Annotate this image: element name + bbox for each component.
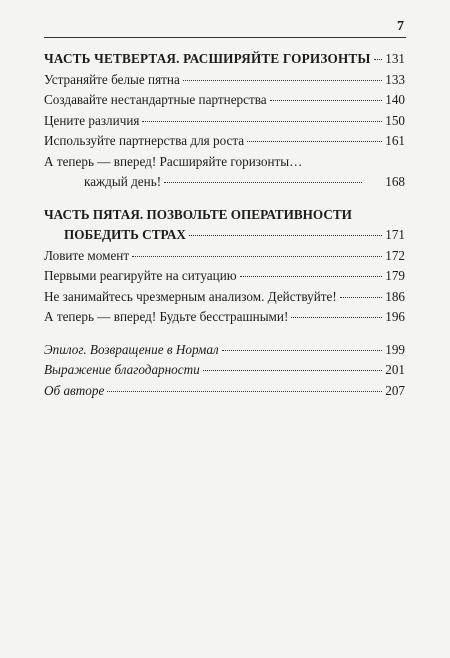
- toc-item-title: Создавайте нестандартные партнерства: [44, 92, 267, 107]
- toc-page-number: 133: [385, 71, 405, 87]
- toc-item[interactable]: [44, 307, 405, 328]
- toc-item-title: Ловите момент: [44, 247, 130, 263]
- dot-leader: [247, 141, 382, 142]
- toc-part-5[interactable]: [44, 225, 405, 246]
- toc-item-title: Устраняйте белые пятна: [44, 71, 180, 87]
- toc-page-number: 171: [385, 227, 405, 242]
- toc-page-number: 186: [385, 288, 405, 304]
- toc-item-title: Об авторе: [44, 382, 105, 398]
- toc-page-number: 150: [385, 112, 405, 128]
- dot-leader: [270, 100, 383, 101]
- dot-leader: [291, 317, 382, 318]
- toc-page-number: 161: [385, 133, 405, 148]
- dot-leader: [340, 297, 382, 298]
- toc-item-title-line2: каждый день!: [84, 174, 162, 189]
- toc-item-title: А теперь — вперед! Будьте бесстрашными!: [44, 309, 289, 324]
- toc-item-title: Цените различия: [44, 112, 140, 128]
- toc-item-title: Выражение благодарности: [44, 362, 200, 377]
- toc-backmatter-item[interactable]: [44, 360, 405, 381]
- toc-item[interactable]: [44, 131, 405, 152]
- toc-page-number: 140: [385, 92, 405, 107]
- dot-leader: [374, 59, 383, 60]
- toc-page-number: 131: [385, 51, 405, 66]
- section-gap: [44, 328, 405, 340]
- section-gap: [44, 193, 405, 205]
- dot-leader: [189, 235, 382, 236]
- toc-page-number: 196: [385, 309, 405, 324]
- table-of-contents: [44, 49, 405, 401]
- dot-leader: [107, 391, 382, 392]
- toc-item-title: Используйте партнерства для роста: [44, 133, 245, 148]
- page-number: 7: [397, 19, 404, 34]
- dot-leader: [222, 350, 383, 351]
- toc-backmatter-item[interactable]: [44, 381, 405, 402]
- toc-item-title: Эпилог. Возвращение в Нормал: [44, 341, 219, 357]
- dot-leader: [132, 256, 382, 257]
- toc-page-number: 168: [385, 174, 405, 189]
- toc-backmatter-item[interactable]: [44, 340, 405, 361]
- toc-item[interactable]: [44, 172, 405, 193]
- toc-page-number: 207: [385, 382, 405, 398]
- dot-leader: [240, 276, 383, 277]
- toc-item[interactable]: [44, 266, 405, 287]
- toc-part-title: ЧАСТЬ ЧЕТВЕРТАЯ. РАСШИРЯЙТЕ ГОРИЗОНТЫ: [44, 51, 371, 66]
- toc-page-number: 179: [385, 268, 405, 283]
- toc-item-title: Не занимайтесь чрезмерным анализом. Действуйте!: [44, 288, 337, 304]
- toc-item-title: Первыми реагируйте на ситуацию: [44, 268, 237, 283]
- toc-item-title-line1: А теперь — вперед! Расширяйте горизонты…: [44, 153, 303, 169]
- toc-item[interactable]: [44, 287, 405, 308]
- toc-item[interactable]: [44, 111, 405, 132]
- dot-leader: [203, 370, 382, 371]
- header-rule: [44, 37, 406, 38]
- toc-item[interactable]: [44, 90, 405, 111]
- dot-leader: [164, 182, 362, 183]
- toc-page-number: 172: [385, 247, 405, 263]
- toc-page-number: 199: [385, 341, 405, 357]
- toc-item[interactable]: [44, 70, 405, 91]
- toc-part-title-line1: ЧАСТЬ ПЯТАЯ. ПОЗВОЛЬТЕ ОПЕРАТИВНОСТИ: [44, 206, 352, 222]
- toc-page-number: 201: [385, 362, 405, 377]
- dot-leader: [183, 80, 382, 81]
- dot-leader: [142, 121, 382, 122]
- toc-part-4[interactable]: [44, 49, 405, 70]
- toc-item[interactable]: [44, 246, 405, 267]
- toc-part-title-line2: ПОБЕДИТЬ СТРАХ: [64, 227, 186, 242]
